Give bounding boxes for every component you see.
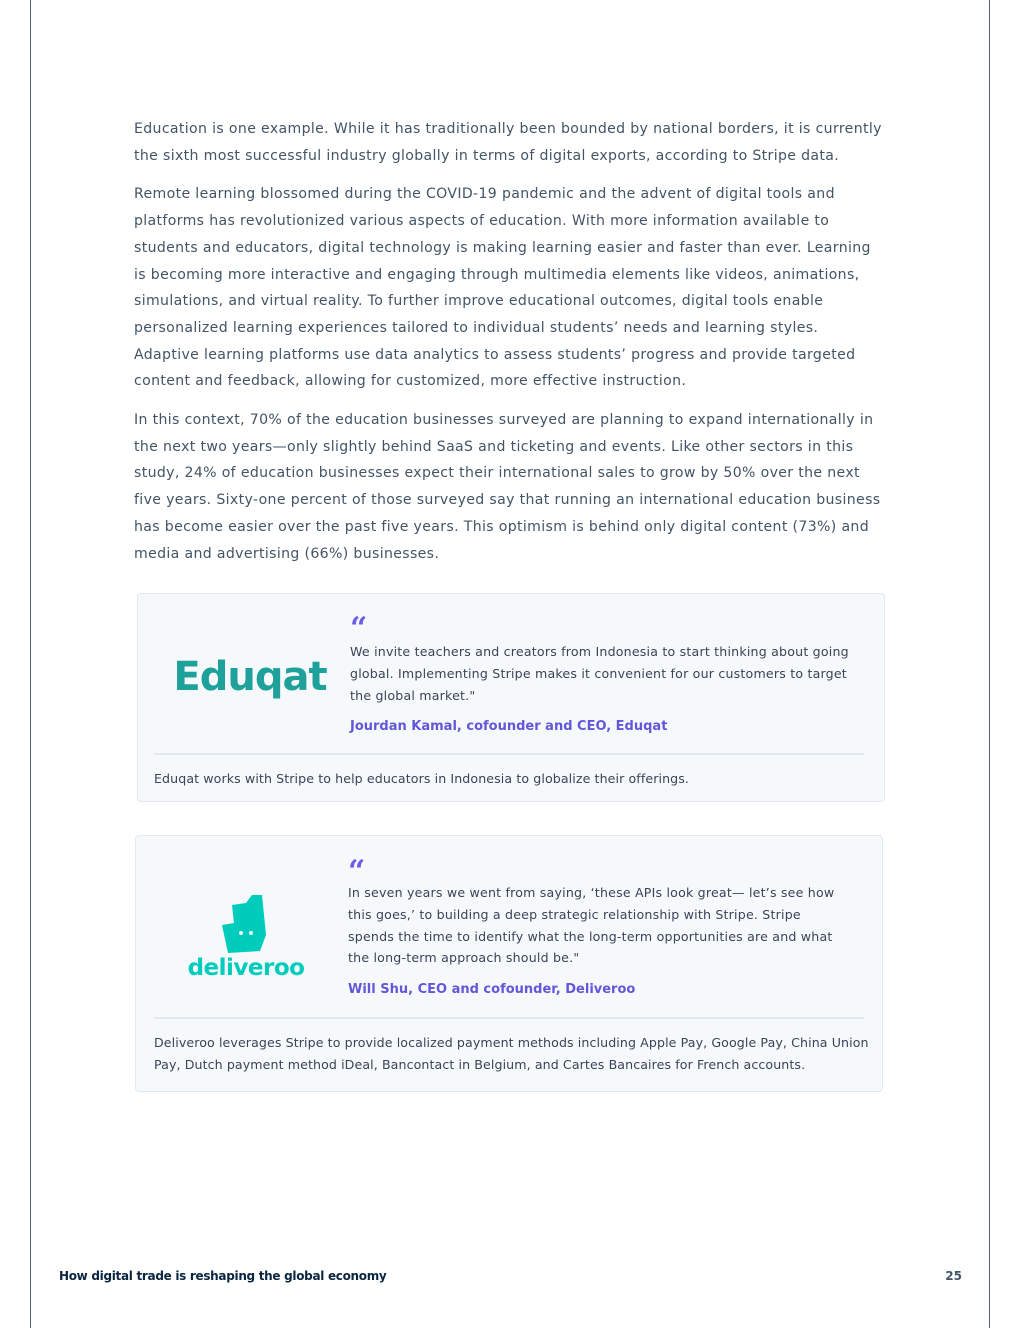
testimonial-card-deliveroo (135, 835, 883, 1092)
quote-mark-icon: “ (350, 611, 368, 646)
page-number: 25 (945, 1269, 962, 1283)
eduqat-logo: Eduqat (173, 654, 327, 700)
article-body (134, 116, 884, 579)
divider (154, 753, 864, 755)
testimonial-caption: Eduqat works with Stripe to help educators in Indonesia to globalize their offerings. (154, 771, 690, 786)
paragraph: Education is one example. While it has traditionally been bounded by national borders, it is currently the sixth most successful industry globally in terms of digital exports, according to Stripe data. (134, 121, 882, 164)
paragraph: Remote learning blossomed during the COVID-19 pandemic and the advent of digital tools and platforms has revolutionized various aspects of education. With more information available to students and educators, digital technology is making learning easier and faster than ever. Learning is becoming more interactive and engaging through multimedia elements like videos, animations, simulations, and virtual reality. To further improve educational outcomes, digital tools enable personalized learning experiences tailored to individual students’ needs and learning styles. Adaptive learning platforms use data analytics to assess students’ progress and provide targeted content and feedback, allowing for customized, more effective instruction. (134, 186, 871, 390)
divider (154, 1017, 864, 1019)
testimonial-quote: We invite teachers and creators from Indonesia to start thinking about going global. Implementing Stripe makes it convenient for our customers to target the global market." (350, 644, 849, 703)
testimonial-attribution: Jourdan Kamal, cofounder and CEO, Eduqat (350, 719, 668, 734)
testimonial-caption: Deliveroo leverages Stripe to provide localized payment methods including Apple Pay, Google Pay, China Union Pay, Dutch payment method iDeal, Bancontact in Belgium, and Cartes Bancaires for French accounts. (154, 1035, 869, 1072)
testimonial-attribution: Will Shu, CEO and cofounder, Deliveroo (348, 982, 636, 997)
quote-mark-icon: “ (348, 854, 366, 889)
testimonial-card-eduqat (137, 593, 885, 802)
footer-title: How digital trade is reshaping the global economy (59, 1269, 387, 1283)
testimonial-quote: In seven years we went from saying, ‘these APIs look great— let’s see how this goes,’ to building a deep strategic relationship with Stripe. Stripe spends the time to identify what the long-term opportunities are and what the long-term approach should be." (348, 885, 835, 966)
deliveroo-logo: deliveroo (170, 888, 322, 988)
deliveroo-kangaroo-icon (222, 895, 270, 953)
paragraph: In this context, 70% of the education businesses surveyed are planning to expand internationally in the next two years—only slightly behind SaaS and ticketing and events. Like other sectors in this study, 24% of education businesses expect their international sales to grow by 50% over the next five years. Sixty-one percent of those surveyed say that running an international education business has become easier over the past five years. This optimism is behind only digital content (73%) and media and advertising (66%) businesses. (134, 412, 881, 562)
